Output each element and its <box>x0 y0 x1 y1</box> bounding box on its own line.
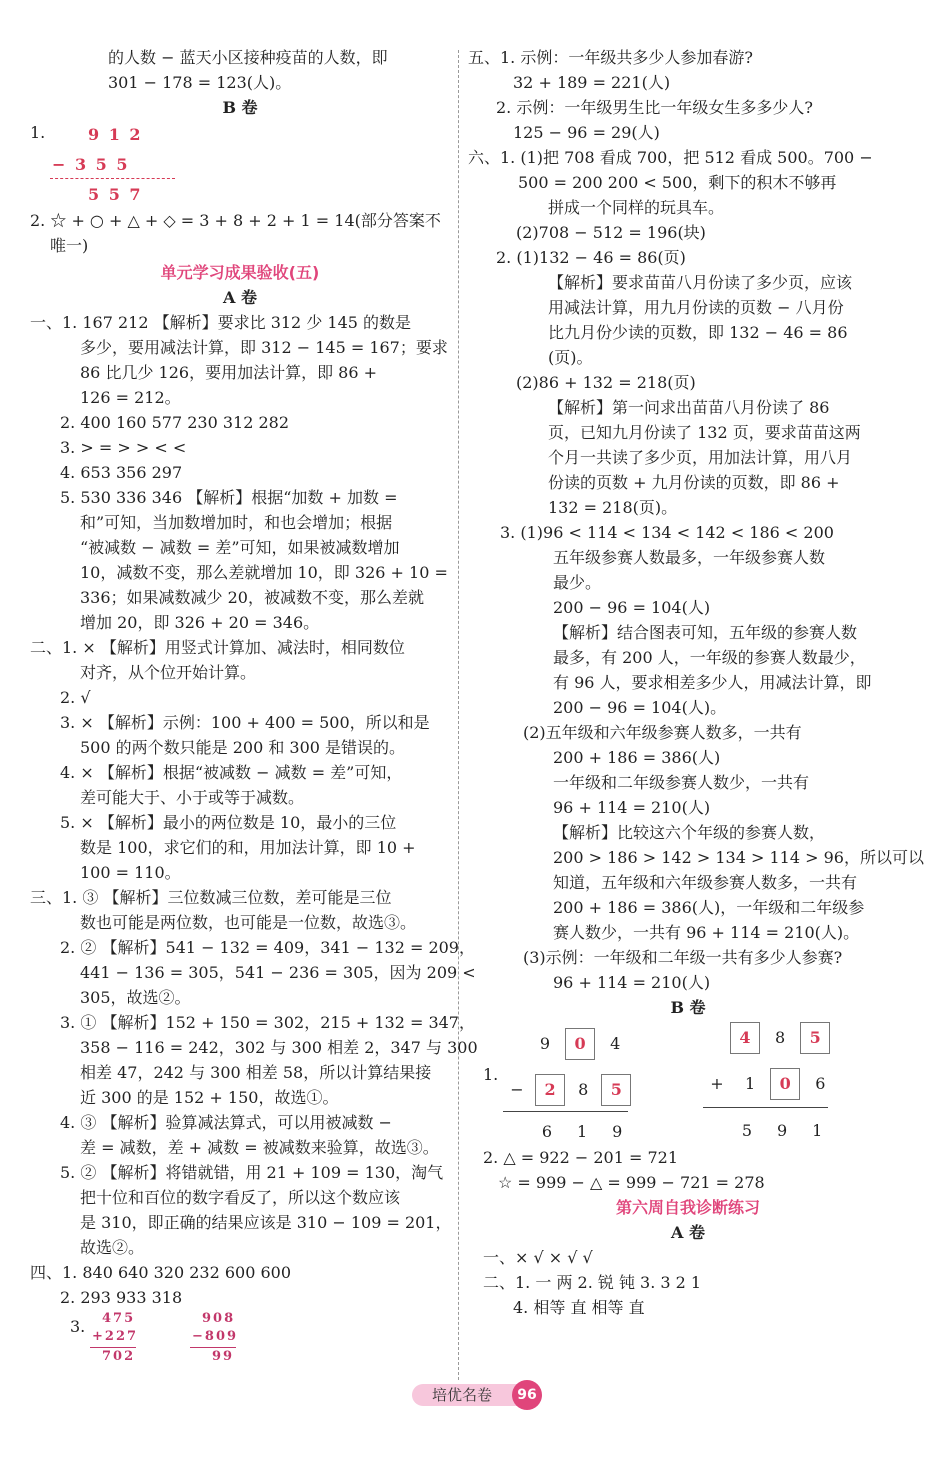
filled-box: 0 <box>565 1028 595 1060</box>
answer-line: (3)示例：一年级和二年级一共有多少人参赛? <box>523 948 843 967</box>
footer-label: 培优名卷 <box>432 1386 493 1404</box>
answer-line: 唯一) <box>50 236 89 255</box>
question-number: 1. <box>483 1065 499 1084</box>
answer-line: 差 = 减数，差 + 减数 = 被减数来验算，故选③。 <box>80 1138 439 1157</box>
calc-right-row-3 <box>732 1118 832 1143</box>
b-question-2 <box>30 208 450 258</box>
continued-answer <box>30 45 450 95</box>
a-section-title: A 卷 <box>223 288 257 307</box>
calc-right-rule <box>703 1107 828 1108</box>
filled-box: 5 <box>601 1074 631 1106</box>
answer-line: 一、1. 167 212 【解析】要求比 312 少 145 的数是 <box>30 313 412 332</box>
digit: 9 <box>777 1121 788 1140</box>
vertical-calculations <box>30 1310 450 1372</box>
answer-line: 五年级参赛人数最多，一年级参赛人数 <box>553 548 826 567</box>
answer-line: 200 − 96 = 104(人)。 <box>553 698 727 717</box>
answer-line: 个月一共读了多少页，用加法计算，用八月 <box>548 448 853 467</box>
digit: 1 <box>745 1074 756 1093</box>
operator: − <box>510 1080 524 1099</box>
question-number: 3. <box>70 1317 86 1336</box>
digit: 9 <box>612 1122 623 1141</box>
a-section-title: A 卷 <box>671 1223 705 1242</box>
answer-line: 32 + 189 = 221(人) <box>513 73 671 92</box>
answer-line: 125 − 96 = 29(人) <box>513 123 660 142</box>
answer-line: 2. 示例：一年级男生比一年级女生多多少人? <box>496 98 813 117</box>
operator: + <box>710 1074 724 1093</box>
answer-line: 对齐，从个位开始计算。 <box>80 663 257 682</box>
b-section-title: B 卷 <box>670 998 706 1017</box>
vertical-calculations <box>468 1020 908 1145</box>
answer-line: 126 = 212。 <box>80 388 181 407</box>
answer-line: 的人数 − 蓝天小区接种疫苗的人数，即 <box>108 48 388 67</box>
calc1-row-1: 475 <box>102 1311 136 1326</box>
calc2-row-3: 99 <box>212 1349 235 1364</box>
answer-line: 5. × 【解析】最小的两位数是 10，最小的三位 <box>60 813 397 832</box>
filled-box: 4 <box>730 1022 760 1054</box>
answer-line: 3. (1)96 < 114 < 134 < 142 < 186 < 200 <box>500 523 834 542</box>
calc-left-rule <box>503 1111 628 1112</box>
answer-line: 10，减数不变，那么差就增加 10，即 326 + 10 = <box>80 563 448 582</box>
answer-line: 100 = 110。 <box>80 863 181 882</box>
answer-list-end <box>468 1245 908 1320</box>
answer-line: 200 + 186 = 386(人) <box>553 748 721 767</box>
answer-line: 【解析】第一问求出苗苗八月份读了 86 <box>548 398 830 417</box>
answer-line: 2. ☆ + ○ + △ + ◇ = 3 + 8 + 2 + 1 = 14(部分答案不 <box>30 211 441 230</box>
filled-box: 5 <box>800 1022 830 1054</box>
answer-line: 用减法计算，用九月份读的页数 − 八月份 <box>548 298 844 317</box>
answer-line: 200 + 186 = 386(人)，一年级和二年级参 <box>553 898 865 917</box>
answer-line: 【解析】结合图表可知，五年级的参赛人数 <box>553 623 858 642</box>
answer-line: 441 − 136 = 305，541 − 236 = 305，因为 209 < <box>80 963 476 982</box>
answer-line: 200 − 96 = 104(人) <box>553 598 711 617</box>
calc-left-row-1 <box>530 1028 630 1060</box>
calc-left-row-3 <box>532 1119 632 1144</box>
digit: 9 <box>539 1034 551 1053</box>
answer-line: 【解析】要求苗苗八月份读了多少页，应该 <box>548 273 853 292</box>
answer-line: 5. ② 【解析】将错就错，用 21 + 109 = 130，淘气 <box>60 1163 444 1182</box>
answer-line: 五、1. 示例：一年级共多少人参加春游? <box>468 48 753 67</box>
answer-line: 增加 20，即 326 + 20 = 346。 <box>80 613 320 632</box>
calc2-row-2: −809 <box>192 1329 239 1344</box>
answer-line: 132 = 218(页)。 <box>548 498 678 517</box>
answer-line: 【解析】比较这六个年级的参赛人数， <box>553 823 826 842</box>
answer-line: 3. > = > > < < <box>60 438 187 457</box>
answer-line: 86 比几少 126，要用加法计算，即 86 + <box>80 363 378 382</box>
answer-line: 知道，五年级和六年级参赛人数多，一共有 <box>553 873 858 892</box>
answer-line: 301 − 178 = 123(人)。 <box>108 73 292 92</box>
answer-line: 比九月份少读的页数，即 132 − 46 = 86 <box>548 323 848 342</box>
calc-right-row-1 <box>730 1022 830 1054</box>
digit: 5 <box>741 1121 753 1140</box>
answer-line: 数是 100，求它们的和，用加法计算，即 10 + <box>80 838 416 857</box>
digit: 4 <box>610 1034 621 1053</box>
answer-line: 2. √ <box>60 688 91 707</box>
answer-line: (2)86 + 132 = 218(页) <box>516 373 696 392</box>
answer-line: 358 − 116 = 242，302 与 300 相差 2，347 与 300 <box>80 1038 478 1057</box>
answer-line: 二、1. × 【解析】用竖式计算加、减法时，相同数位 <box>30 638 405 657</box>
answer-line: 3. × 【解析】示例：100 + 400 = 500，所以和是 <box>60 713 430 732</box>
page-number: 96 <box>512 1380 542 1410</box>
left-column <box>30 45 478 1372</box>
calc-row-3: 5 5 7 <box>88 185 143 204</box>
answer-line: 有 96 人，要求相差多少人，用减法计算，即 <box>553 673 872 692</box>
answer-line: 赛人数少，一共有 96 + 114 = 210(人)。 <box>553 923 860 942</box>
answer-line: 二、1. 一 两 2. 锐 钝 3. 3 2 1 <box>483 1273 702 1292</box>
calc2-row-1: 908 <box>202 1311 236 1326</box>
calc-row-1: 9 1 2 <box>88 125 143 144</box>
answer-line: 2. 400 160 577 230 312 282 <box>60 413 290 432</box>
answer-line: “被减数 − 减数 = 差”可知，如果被减数增加 <box>80 538 400 557</box>
answer-line: 336；如果减数减少 20，被减数不变，那么差就 <box>80 588 424 607</box>
answer-line: 相差 47，242 与 300 相差 58，所以计算结果接 <box>80 1063 432 1082</box>
unit-title: 单元学习成果验收(五) <box>160 263 320 282</box>
answer-line: 份读的页数 + 九月份读的页数，即 86 + <box>548 473 840 492</box>
answer-line: 一年级和二年级参赛人数少，一共有 <box>553 773 810 792</box>
answer-line: (2)五年级和六年级参赛人数多，一共有 <box>523 723 802 742</box>
digit: 1 <box>577 1122 588 1141</box>
answer-line: 三、1. ③ 【解析】三位数减三位数，差可能是三位 <box>30 888 392 907</box>
answer-line: 一、× √ × √ √ <box>483 1248 593 1267</box>
digit: 6 <box>541 1122 553 1141</box>
b-question-2 <box>468 1145 908 1195</box>
right-column <box>468 45 924 1320</box>
answer-line: 2. △ = 922 − 201 = 721 <box>483 1148 679 1167</box>
answer-line: 最多，有 200 人，一年级的参赛人数最少， <box>553 648 866 667</box>
answer-line: 拼成一个同样的玩具车。 <box>548 198 725 217</box>
vertical-subtraction <box>30 120 450 208</box>
filled-box: 2 <box>535 1074 565 1106</box>
answer-list <box>30 310 478 1310</box>
answer-line: 96 + 114 = 210(人) <box>553 798 711 817</box>
calc1-row-3: 702 <box>102 1349 136 1364</box>
answer-line: 页，已知九月份读了 132 页，要求苗苗这两 <box>548 423 861 442</box>
answer-line: (页)。 <box>548 348 593 367</box>
answer-line: 4. 653 356 297 <box>60 463 183 482</box>
digit: 8 <box>775 1028 786 1047</box>
answer-line: 近 300 的是 152 + 150，故选①。 <box>80 1088 339 1107</box>
answer-line: 4. 相等 直 相等 直 <box>513 1298 645 1317</box>
answer-line: 多少，要用减法计算，即 312 − 145 = 167；要求 <box>80 338 448 357</box>
answer-list <box>468 45 924 995</box>
answer-line: 5. 530 336 346 【解析】根据“加数 + 加数 = <box>60 488 398 507</box>
answer-line: 六、1. (1)把 708 看成 700，把 512 看成 500。700 − <box>468 148 873 167</box>
b-section-title: B 卷 <box>222 98 258 117</box>
answer-line: 2. (1)132 − 46 = 86(页) <box>496 248 686 267</box>
page-footer <box>412 1380 562 1410</box>
calc1-row-2: +227 <box>92 1329 139 1344</box>
question-number: 1. <box>30 123 46 142</box>
answer-line: (2)708 − 512 = 196(块) <box>516 223 706 242</box>
calc-row-2: − 3 5 5 <box>52 155 130 174</box>
calc-left-row-2 <box>504 1074 631 1106</box>
digit: 1 <box>812 1121 823 1140</box>
answer-line: 数也可能是两位数，也可能是一位数，故选③。 <box>80 913 417 932</box>
filled-box: 0 <box>770 1068 800 1100</box>
answer-line: 4. × 【解析】根据“被减数 − 减数 = 差”可知， <box>60 763 403 782</box>
answer-line: ☆ = 999 − △ = 999 − 721 = 278 <box>498 1173 765 1192</box>
answer-line: 200 > 186 > 142 > 134 > 114 > 96，所以可以 <box>553 848 924 867</box>
week-title: 第六周自我诊断练习 <box>615 1198 760 1217</box>
digit: 8 <box>578 1080 589 1099</box>
answer-line: 2. ② 【解析】541 − 132 = 409，341 − 132 = 209， <box>60 938 475 957</box>
answer-line: 差可能大于、小于或等于减数。 <box>80 788 305 807</box>
answer-line: 500 的两个数只能是 200 和 300 是错误的。 <box>80 738 406 757</box>
answer-line: 4. ③ 【解析】验算减法算式，可以用被减数 − <box>60 1113 392 1132</box>
answer-line: 把十位和百位的数字看反了，所以这个数应该 <box>80 1188 401 1207</box>
answer-line: 2. 293 933 318 <box>60 1288 183 1307</box>
answer-line: 故选②。 <box>80 1238 145 1257</box>
answer-line: 和”可知，当加数增加时，和也会增加；根据 <box>80 513 393 532</box>
answer-line: 是 310，即正确的结果应该是 310 − 109 = 201， <box>80 1213 452 1232</box>
answer-line: 305，故选②。 <box>80 988 191 1007</box>
answer-line: 四、1. 840 640 320 232 600 600 <box>30 1263 292 1282</box>
answer-line: 3. ① 【解析】152 + 150 = 302，215 + 132 = 347， <box>60 1013 475 1032</box>
calc-right-row-2 <box>704 1068 835 1100</box>
calc-rule <box>50 178 175 179</box>
column-divider <box>458 50 459 1380</box>
answer-line: 最少。 <box>553 573 602 592</box>
answer-line: 96 + 114 = 210(人) <box>553 973 711 992</box>
answer-line: 500 = 200 200 < 500，剩下的积木不够再 <box>518 173 837 192</box>
digit: 6 <box>815 1074 826 1093</box>
